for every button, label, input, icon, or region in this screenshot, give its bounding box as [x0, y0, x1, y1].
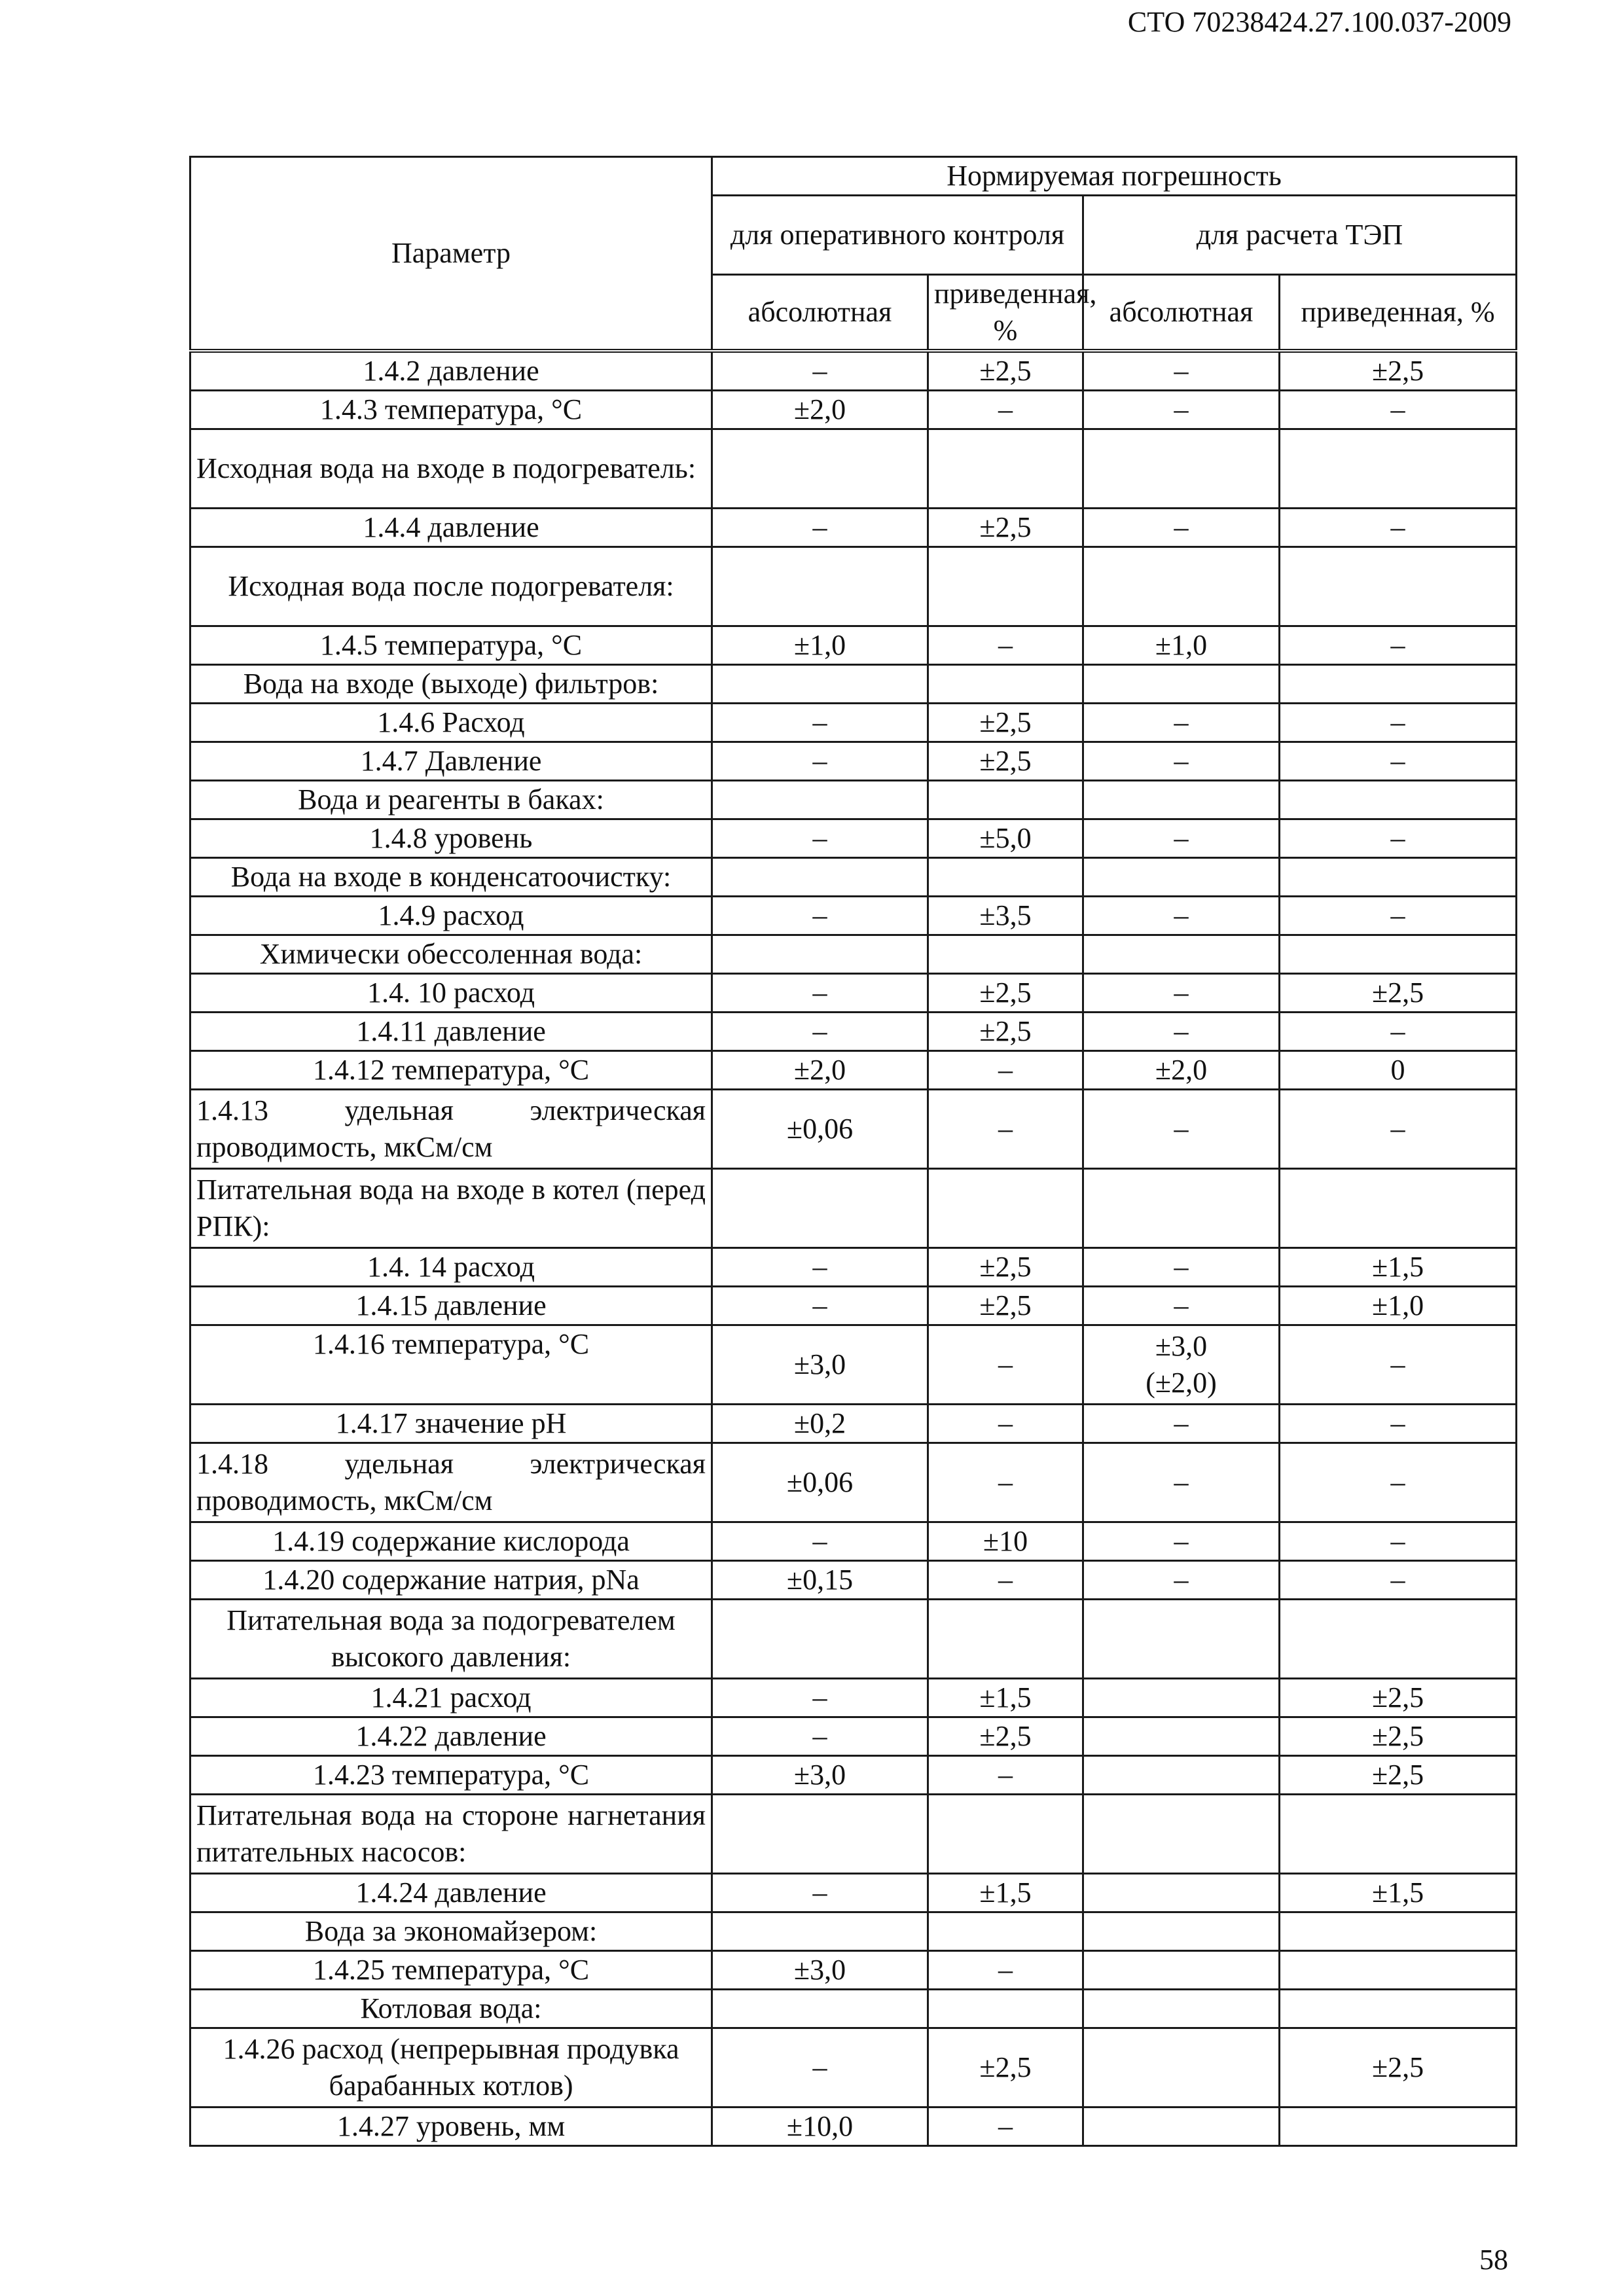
- table-row: [190, 626, 1517, 665]
- value-cell: –: [1280, 819, 1517, 858]
- parameter-cell: 1.4. 10 расход: [190, 974, 712, 1013]
- parameter-cell: 1.4.22 давление: [190, 1717, 712, 1756]
- value-cell: –: [928, 1443, 1083, 1522]
- value-cell: [712, 1169, 928, 1248]
- value-cell: [1083, 1600, 1280, 1679]
- parameter-cell: Химически обессоленная вода:: [190, 935, 712, 974]
- value-cell: –: [712, 1013, 928, 1051]
- value-cell: [928, 1600, 1083, 1679]
- value-cell: [1083, 1717, 1280, 1756]
- table-row: [190, 1248, 1517, 1287]
- value-cell: [1280, 1912, 1517, 1951]
- table-row: [190, 704, 1517, 742]
- value-cell: [1280, 665, 1517, 704]
- value-cell: [712, 935, 928, 974]
- table-row: [190, 429, 1517, 509]
- table-row: [190, 1561, 1517, 1600]
- table-row: [190, 1756, 1517, 1795]
- value-cell: –: [1083, 704, 1280, 742]
- value-cell: ±3,0: [712, 1951, 928, 1990]
- value-cell: –: [1083, 1287, 1280, 1325]
- parameter-cell: 1.4.17 значение рН: [190, 1405, 712, 1443]
- value-cell: [1083, 665, 1280, 704]
- value-cell: [1280, 547, 1517, 626]
- value-cell: ±5,0: [928, 819, 1083, 858]
- table-row: [190, 1679, 1517, 1717]
- header-normalized-error: Нормируемая погрешность: [712, 157, 1517, 196]
- parameter-cell: Вода на входе (выходе) фильтров:: [190, 665, 712, 704]
- value-cell: ±3,5: [928, 897, 1083, 935]
- table-row: [190, 1287, 1517, 1325]
- value-cell: [712, 1795, 928, 1874]
- value-cell: –: [928, 1090, 1083, 1169]
- value-line-alt: (±2,0): [1146, 1367, 1217, 1399]
- value-cell: –: [712, 742, 928, 781]
- document-code-header: СТО 70238424.27.100.037-2009: [1127, 6, 1511, 38]
- header-row-1: [190, 157, 1517, 196]
- table-row: [190, 1600, 1517, 1679]
- value-line: ±3,0: [1155, 1330, 1208, 1362]
- header-relative-1: приведенная, %: [928, 275, 1083, 351]
- value-cell: ±2,5: [1280, 1756, 1517, 1795]
- value-cell: –: [712, 1717, 928, 1756]
- header-parameter: Параметр: [190, 157, 712, 351]
- table-row: [190, 974, 1517, 1013]
- value-cell: [1083, 547, 1280, 626]
- table-row: [190, 547, 1517, 626]
- parameter-cell: 1.4.12 температура, °С: [190, 1051, 712, 1090]
- table-row: [190, 1951, 1517, 1990]
- value-cell: –: [1280, 1325, 1517, 1405]
- value-cell: –: [1280, 1443, 1517, 1522]
- value-cell: [1280, 1600, 1517, 1679]
- value-cell: ±2,5: [928, 742, 1083, 781]
- value-cell: [1083, 1169, 1280, 1248]
- table-row: [190, 509, 1517, 547]
- parameter-cell: Исходная вода на входе в подогреватель:: [190, 429, 712, 509]
- table-row: [190, 1443, 1517, 1522]
- value-cell: ±2,5: [928, 704, 1083, 742]
- value-cell: [712, 1912, 928, 1951]
- table-row: [190, 1990, 1517, 2028]
- value-cell: –: [712, 897, 928, 935]
- header-absolute-2: абсолютная: [1083, 275, 1280, 351]
- table-row: [190, 1717, 1517, 1756]
- value-cell: –: [1083, 391, 1280, 429]
- value-cell: –: [712, 1287, 928, 1325]
- value-cell: [712, 429, 928, 509]
- value-cell: –: [1280, 1013, 1517, 1051]
- value-cell: [712, 1600, 928, 1679]
- value-cell: –: [1280, 1405, 1517, 1443]
- value-cell: ±0,06: [712, 1443, 928, 1522]
- value-cell: [1083, 858, 1280, 897]
- value-cell: [928, 858, 1083, 897]
- value-cell: –: [1083, 1561, 1280, 1600]
- value-cell: ±3,0: [712, 1325, 928, 1405]
- value-cell: –: [712, 704, 928, 742]
- value-cell: –: [712, 351, 928, 391]
- value-cell: ±2,5: [1280, 2028, 1517, 2108]
- table-row: [190, 1051, 1517, 1090]
- value-cell: ±2,5: [928, 351, 1083, 391]
- table-row: [190, 1013, 1517, 1051]
- value-cell: –: [1083, 897, 1280, 935]
- parameter-cell: 1.4.23 температура, °С: [190, 1756, 712, 1795]
- parameter-cell: Вода и реагенты в баках:: [190, 781, 712, 819]
- value-cell: ±2,5: [1280, 974, 1517, 1013]
- value-cell: ±2,0: [1083, 1051, 1280, 1090]
- value-cell: –: [928, 626, 1083, 665]
- value-cell: ±1,0: [1280, 1287, 1517, 1325]
- value-cell: –: [1083, 819, 1280, 858]
- table-row: [190, 351, 1517, 391]
- table-row: [190, 781, 1517, 819]
- value-cell: [928, 665, 1083, 704]
- value-cell: [1083, 1795, 1280, 1874]
- parameter-cell: 1.4. 14 расход: [190, 1248, 712, 1287]
- parameter-cell: 1.4.18 удельная электрическая проводимость, мкСм/см: [190, 1443, 712, 1522]
- value-cell: –: [928, 1951, 1083, 1990]
- value-cell: –: [712, 2028, 928, 2108]
- value-cell: ±2,5: [928, 509, 1083, 547]
- value-cell: –: [1083, 1443, 1280, 1522]
- value-cell: [1280, 429, 1517, 509]
- table-row: [190, 1169, 1517, 1248]
- value-cell: ±2,5: [928, 974, 1083, 1013]
- value-cell: [1280, 2108, 1517, 2146]
- value-cell: –: [1083, 351, 1280, 391]
- table-row: [190, 665, 1517, 704]
- value-cell: ±2,5: [928, 1717, 1083, 1756]
- value-cell: –: [1083, 509, 1280, 547]
- header-tep-calc: для расчета ТЭП: [1083, 196, 1517, 275]
- value-cell: [712, 781, 928, 819]
- value-cell: [928, 781, 1083, 819]
- value-cell: ±1,5: [1280, 1874, 1517, 1912]
- value-cell: –: [1280, 509, 1517, 547]
- value-cell: ±10,0: [712, 2108, 928, 2146]
- value-cell: ±2,0: [712, 1051, 928, 1090]
- value-cell: –: [1083, 742, 1280, 781]
- value-cell: [1280, 935, 1517, 974]
- value-cell: –: [1280, 626, 1517, 665]
- table-row: [190, 1874, 1517, 1912]
- value-cell: ±2,0: [712, 391, 928, 429]
- value-cell: –: [1083, 1405, 1280, 1443]
- parameter-cell: 1.4.2 давление: [190, 351, 712, 391]
- value-cell: [1280, 1169, 1517, 1248]
- table-row: [190, 1522, 1517, 1561]
- parameter-cell: Вода на входе в конденсатоочистку:: [190, 858, 712, 897]
- value-cell: ±2,5: [1280, 351, 1517, 391]
- value-cell: –: [712, 974, 928, 1013]
- value-cell: [1280, 1951, 1517, 1990]
- value-cell: –: [712, 1522, 928, 1561]
- value-cell: [712, 858, 928, 897]
- value-cell: –: [1083, 1013, 1280, 1051]
- value-cell: [928, 1795, 1083, 1874]
- table-row: [190, 1795, 1517, 1874]
- value-cell: [928, 1990, 1083, 2028]
- value-cell: –: [1280, 742, 1517, 781]
- value-cell: [712, 665, 928, 704]
- value-cell: –: [1280, 704, 1517, 742]
- parameter-cell: Котловая вода:: [190, 1990, 712, 2028]
- value-cell: [1083, 2028, 1280, 2108]
- value-cell: [712, 1990, 928, 2028]
- table-row: [190, 1090, 1517, 1169]
- table-row: [190, 897, 1517, 935]
- parameter-cell: 1.4.8 уровень: [190, 819, 712, 858]
- value-cell: –: [712, 1679, 928, 1717]
- table-row: [190, 1405, 1517, 1443]
- header-relative-2: приведенная, %: [1280, 275, 1517, 351]
- parameter-cell: 1.4.7 Давление: [190, 742, 712, 781]
- value-cell: ±1,0: [1083, 626, 1280, 665]
- parameter-cell: 1.4.20 содержание натрия, pNa: [190, 1561, 712, 1600]
- table-row: [190, 742, 1517, 781]
- value-cell: [928, 1912, 1083, 1951]
- value-cell: –: [928, 1405, 1083, 1443]
- value-cell: [1083, 1679, 1280, 1717]
- header-operative-control: для оперативного контроля: [712, 196, 1083, 275]
- value-cell: –: [928, 1756, 1083, 1795]
- value-cell: ±2,5: [928, 2028, 1083, 2108]
- value-cell: [1083, 1325, 1280, 1405]
- value-cell: –: [1280, 897, 1517, 935]
- value-cell: [1083, 781, 1280, 819]
- table-header: [190, 157, 1517, 351]
- value-cell: [1083, 2108, 1280, 2146]
- parameter-cell: 1.4.21 расход: [190, 1679, 712, 1717]
- value-cell: –: [1083, 1522, 1280, 1561]
- value-cell: [1280, 1795, 1517, 1874]
- table-row: [190, 1912, 1517, 1951]
- value-cell: –: [928, 391, 1083, 429]
- value-cell: –: [712, 1874, 928, 1912]
- value-cell: ±0,15: [712, 1561, 928, 1600]
- parameter-cell: 1.4.9 расход: [190, 897, 712, 935]
- parameter-cell: 1.4.11 давление: [190, 1013, 712, 1051]
- parameter-cell: 1.4.19 содержание кислорода: [190, 1522, 712, 1561]
- value-cell: [1083, 1990, 1280, 2028]
- value-cell: [928, 1169, 1083, 1248]
- value-cell: ±0,2: [712, 1405, 928, 1443]
- value-cell: [1083, 429, 1280, 509]
- value-cell: [1280, 858, 1517, 897]
- value-cell: ±2,5: [1280, 1679, 1517, 1717]
- value-cell: –: [928, 1051, 1083, 1090]
- value-cell: ±1,0: [712, 626, 928, 665]
- value-cell: [928, 429, 1083, 509]
- value-cell: –: [1083, 1248, 1280, 1287]
- parameter-cell: 1.4.15 давление: [190, 1287, 712, 1325]
- table-row: [190, 2028, 1517, 2108]
- error-norms-table: [189, 156, 1517, 2147]
- value-cell: ±2,5: [928, 1248, 1083, 1287]
- value-cell: [1083, 1874, 1280, 1912]
- parameter-cell: 1.4.3 температура, °С: [190, 391, 712, 429]
- parameter-cell: 1.4.13 удельная электрическая проводимость, мкСм/см: [190, 1090, 712, 1169]
- parameter-cell: 1.4.24 давление: [190, 1874, 712, 1912]
- parameter-cell: Вода за экономайзером:: [190, 1912, 712, 1951]
- value-cell: [1280, 1990, 1517, 2028]
- table-row: [190, 819, 1517, 858]
- value-cell: ±2,5: [928, 1287, 1083, 1325]
- value-cell: –: [1280, 1561, 1517, 1600]
- value-cell: [1083, 1912, 1280, 1951]
- value-cell: ±2,5: [1280, 1717, 1517, 1756]
- value-cell: ±1,5: [928, 1679, 1083, 1717]
- header-absolute-1: абсолютная: [712, 275, 928, 351]
- value-cell: –: [928, 2108, 1083, 2146]
- value-cell: –: [1083, 1090, 1280, 1169]
- value-cell: [928, 547, 1083, 626]
- value-cell: [1083, 1951, 1280, 1990]
- page-number: 58: [1479, 2244, 1508, 2276]
- value-cell: –: [712, 1248, 928, 1287]
- parameter-cell: 1.4.4 давление: [190, 509, 712, 547]
- value-cell: [1280, 781, 1517, 819]
- value-cell: –: [712, 509, 928, 547]
- value-cell: [712, 547, 928, 626]
- value-cell: 0: [1280, 1051, 1517, 1090]
- value-cell: –: [1280, 391, 1517, 429]
- value-cell: ±1,5: [1280, 1248, 1517, 1287]
- parameter-cell: Питательная вода на стороне нагнетания питательных насосов:: [190, 1795, 712, 1874]
- parameter-cell: 1.4.27 уровень, мм: [190, 2108, 712, 2146]
- parameter-cell: 1.4.6 Расход: [190, 704, 712, 742]
- value-cell: ±1,5: [928, 1874, 1083, 1912]
- value-cell: ±10: [928, 1522, 1083, 1561]
- parameter-cell: Питательная вода за подогревателем высокого давления:: [190, 1600, 712, 1679]
- value-cell: –: [1280, 1522, 1517, 1561]
- value-cell: –: [928, 1561, 1083, 1600]
- table-row: [190, 391, 1517, 429]
- parameter-cell: 1.4.26 расход (непрерывная продувка барабанных котлов): [190, 2028, 712, 2108]
- table-row: [190, 858, 1517, 897]
- parameter-cell: 1.4.16 температура, °С: [190, 1325, 712, 1405]
- parameter-cell: Питательная вода на входе в котел (перед РПК):: [190, 1169, 712, 1248]
- value-cell: ±2,5: [928, 1013, 1083, 1051]
- value-cell: [1083, 935, 1280, 974]
- value-cell: –: [1083, 974, 1280, 1013]
- parameter-cell: 1.4.25 температура, °С: [190, 1951, 712, 1990]
- value-cell: ±0,06: [712, 1090, 928, 1169]
- value-cell: ±3,0: [712, 1756, 928, 1795]
- value-cell: –: [928, 1325, 1083, 1405]
- value-cell: [1083, 1756, 1280, 1795]
- table-row: [190, 935, 1517, 974]
- value-cell: –: [1280, 1090, 1517, 1169]
- value-cell: –: [712, 819, 928, 858]
- table-body: [190, 351, 1517, 2146]
- table-row: [190, 1325, 1517, 1405]
- parameter-cell: Исходная вода после подогревателя:: [190, 547, 712, 626]
- value-cell: [928, 935, 1083, 974]
- parameter-cell: 1.4.5 температура, °С: [190, 626, 712, 665]
- table-row: [190, 2108, 1517, 2146]
